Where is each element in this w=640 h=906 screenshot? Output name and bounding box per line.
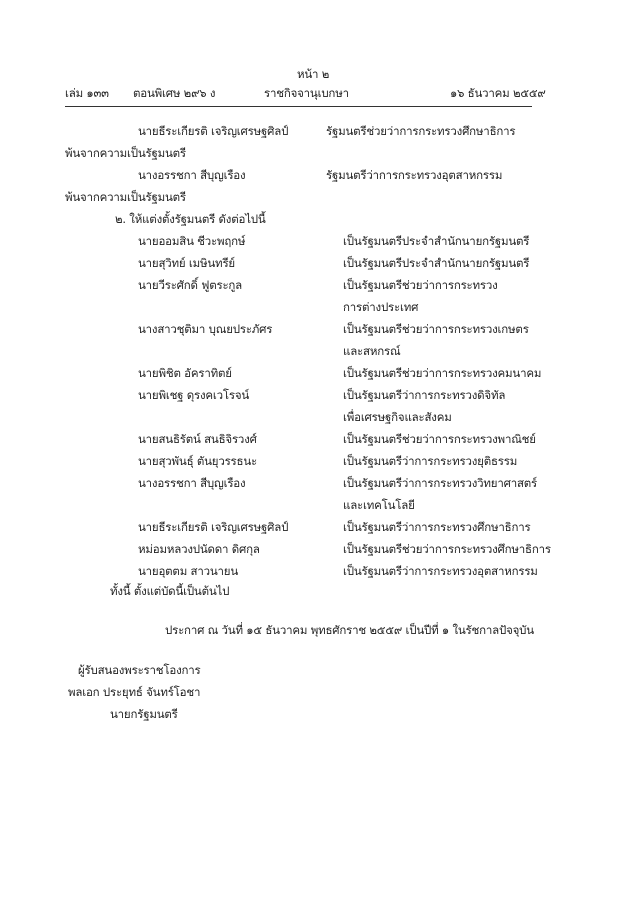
appointee-position-cont: การต่างประเทศ	[343, 300, 419, 314]
appointee-position: เป็นรัฐมนตรีช่วยว่าการกระทรวงเกษตร	[343, 322, 529, 336]
appointee-name: นายพิชิต อัคราทิตย์	[138, 366, 232, 380]
appointee-name: นายออมสิน ชีวะพฤกษ์	[138, 234, 246, 248]
appointee-position: เป็นรัฐมนตรีว่าการกระทรวงอุตสาหกรรม	[343, 564, 538, 578]
appointee-name: นายพิเชฐ ดุรงคเวโรจน์	[138, 388, 250, 402]
appointee-position: เป็นรัฐมนตรีช่วยว่าการกระทรวงคมนาคม	[343, 366, 542, 380]
appointee-position: เป็นรัฐมนตรีว่าการกระทรวงวิทยาศาสตร์	[343, 476, 538, 490]
appointee-position: เป็นรัฐมนตรีว่าการกระทรวงดิจิทัล	[343, 388, 506, 402]
signatory-name: พลเอก ประยุทธ์ จันทร์โอชา	[68, 685, 201, 699]
section-number: ตอนพิเศษ ๒๙๖ ง	[133, 86, 216, 100]
appointee-name: หม่อมหลวงปนัดดา ดิศกุล	[138, 542, 260, 556]
appointee-position: เป็นรัฐมนตรีช่วยว่าการกระทรวงศึกษาธิการ	[343, 542, 551, 556]
appointee-position: เป็นรัฐมนตรีช่วยว่าการกระทรวง	[343, 278, 498, 292]
appointee-name: นายสนธิรัตน์ สนธิจิรวงศ์	[138, 432, 257, 446]
signatory-title: นายกรัฐมนตรี	[110, 707, 178, 721]
header-rule	[65, 106, 532, 107]
removal-name: นายธีระเกียรติ เจริญเศรษฐศิลป์	[138, 124, 289, 138]
appointee-position-cont: และเทคโนโลยี	[343, 498, 415, 512]
section-heading: ๒. ให้แต่งตั้งรัฐมนตรี ดังต่อไปนี้	[115, 212, 266, 226]
appointee-position: เป็นรัฐมนตรีว่าการกระทรวงยุติธรรม	[343, 454, 518, 468]
header-date: ๑๖ ธันวาคม ๒๕๕๙	[450, 86, 546, 100]
appointee-name: นายสุวิทย์ เมษินทรีย์	[138, 256, 235, 270]
removal-position: รัฐมนตรีว่าการกระทรวงอุตสาหกรรม	[326, 168, 503, 182]
page-number: หน้า ๒	[297, 67, 330, 81]
appointee-name: นายธีระเกียรติ เจริญเศรษฐศิลป์	[138, 520, 289, 534]
proclamation-line: ประกาศ ณ วันที่ ๑๕ ธันวาคม พุทธศักราช ๒๕๕๙ เป็นปีที่ ๑ ในรัชกาลปัจจุบัน	[165, 623, 534, 637]
volume-number: เล่ม ๑๓๓	[65, 86, 109, 100]
effective-clause: ทั้งนี้ ตั้งแต่บัดนี้เป็นต้นไป	[110, 584, 230, 598]
removal-position: รัฐมนตรีช่วยว่าการกระทรวงศึกษาธิการ	[326, 124, 516, 138]
appointee-name: นายอุตตม สาวนายน	[138, 564, 238, 578]
appointee-name: นางอรรชกา สีบุญเรือง	[138, 476, 246, 490]
removal-note: พ้นจากความเป็นรัฐมนตรี	[65, 190, 186, 204]
appointee-position-cont: เพื่อเศรษฐกิจและสังคม	[343, 410, 452, 424]
appointee-position: เป็นรัฐมนตรีว่าการกระทรวงศึกษาธิการ	[343, 520, 531, 534]
appointee-position: เป็นรัฐมนตรีประจำสำนักนายกรัฐมนตรี	[343, 256, 530, 270]
removal-note: พ้นจากความเป็นรัฐมนตรี	[65, 146, 186, 160]
appointee-name: นางสาวชุติมา บุณยประภัศร	[138, 322, 273, 336]
removal-name: นางอรรชกา สีบุญเรือง	[138, 168, 246, 182]
appointee-position-cont: และสหกรณ์	[343, 344, 401, 358]
countersign-label: ผู้รับสนองพระราชโองการ	[78, 663, 201, 677]
appointee-name: นายวีระศักดิ์ ฟูตระกูล	[138, 278, 243, 292]
appointee-name: นายสุวพันธุ์ ตันยุวรรธนะ	[138, 454, 257, 468]
appointee-position: เป็นรัฐมนตรีช่วยว่าการกระทรวงพาณิชย์	[343, 432, 536, 446]
appointee-position: เป็นรัฐมนตรีประจำสำนักนายกรัฐมนตรี	[343, 234, 530, 248]
publication-name: ราชกิจจานุเบกษา	[264, 86, 349, 100]
